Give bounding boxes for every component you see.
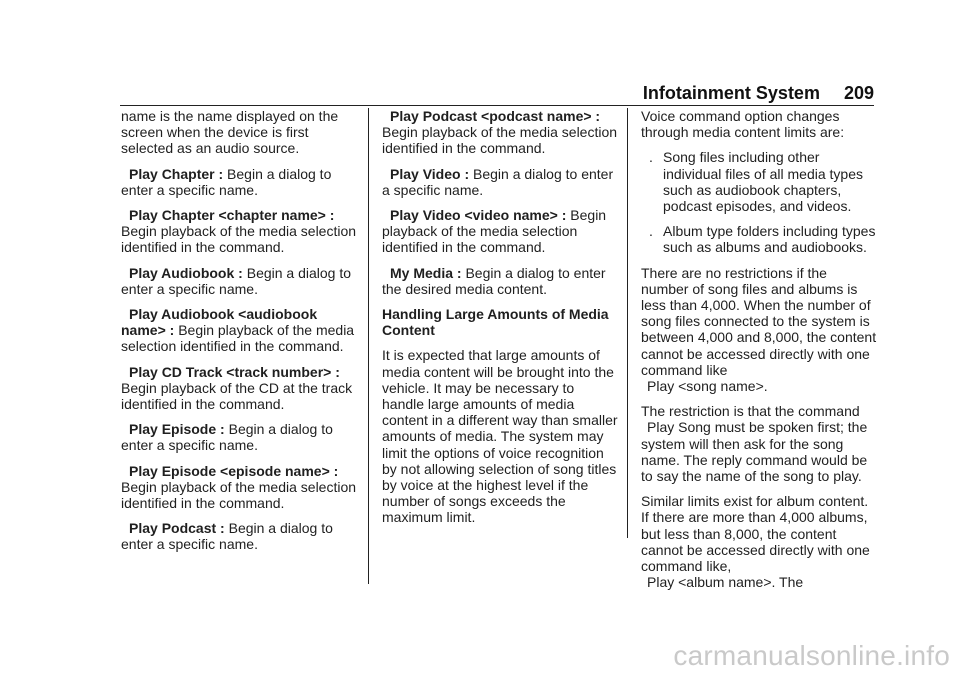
col2-command-list: [382, 108, 618, 297]
command-entry: [121, 265, 357, 297]
col2-body: It is expected that large amounts of media content will be brought into the vehicle. It may be necessary to handle large amounts of media content in a different way than smaller amounts of media. The system may limit the options of voice recognition by not allowing selection of song titles by voice at the highest level if the number of songs exceeds the maximum limit.: [382, 347, 618, 526]
bullet-text: Song files including other individual files of all media types such as audiobook chapters, podcast episodes, and videos.: [663, 149, 863, 215]
command-separator: :: [557, 207, 567, 224]
command-separator: :: [460, 165, 470, 182]
command-entry: [382, 265, 618, 297]
command-separator: :: [216, 421, 225, 438]
bullet-text: Album type folders including types such as albums and audiobooks.: [663, 223, 876, 256]
command-entry: [121, 207, 357, 256]
col3-intro: Voice command option changes through media content limits are:: [641, 108, 845, 141]
command-separator: :: [325, 207, 335, 224]
command-description: Begin a dialog to enter a specific name.: [121, 421, 333, 454]
column-divider-2: [627, 108, 628, 538]
header-rule: [120, 105, 874, 106]
col1-command-list: [121, 166, 357, 553]
command-separator: :: [453, 264, 462, 281]
command-name: Play Podcast <podcast name>: [390, 108, 592, 124]
bullet-item: [641, 223, 877, 255]
command-entry: [121, 306, 357, 355]
command-description: Begin playback of the media selection identified in the command.: [121, 478, 357, 512]
command-name: Play Audiobook <audiobook name>: [121, 306, 318, 339]
para3-command: Play <album name>.: [647, 574, 776, 591]
command-separator: :: [234, 264, 243, 281]
command-separator: :: [591, 108, 601, 124]
col3-para2: [641, 403, 877, 484]
section-heading: Handling Large Amounts of Media Content: [382, 306, 609, 339]
command-name: Play Chapter <chapter name>: [129, 207, 326, 224]
col3-para3: [641, 493, 877, 590]
col3-para1: [641, 265, 877, 395]
para3-text: Similar limits exist for album content. If there are more than 4,000 albums, but less than 8,000, the content cannot be accessed directly with one command like,: [641, 493, 870, 575]
command-description: Begin playback of the media selection identified in the command.: [382, 207, 607, 256]
para2-command: Play Song: [647, 419, 711, 436]
command-description: Begin playback of the CD at the track identified in the command.: [121, 379, 353, 413]
column-divider-1: [368, 108, 369, 584]
bullet-marker: .: [649, 149, 653, 166]
column-1: [121, 108, 357, 562]
command-entry: [121, 520, 357, 552]
bullet-list: [641, 149, 877, 255]
command-name: My Media: [390, 264, 454, 281]
command-name: Play Video <video name>: [390, 207, 558, 224]
col1-intro: name is the name displayed on the screen when the device is first selected as an audio source.: [121, 108, 339, 157]
command-separator: :: [331, 363, 340, 380]
para3-tail: The: [775, 574, 804, 591]
command-entry: [382, 108, 618, 157]
command-entry: [121, 421, 357, 453]
para1-text: There are no restrictions if the number of song files and albums is less than 4,000. When the number of song files connected to the system is between 4,000 and 8,000, the content cannot be accessed directly with one command like: [641, 264, 877, 378]
bullet-marker: .: [649, 223, 653, 240]
command-description: Begin a dialog to enter a specific name.: [121, 520, 333, 553]
command-description: Begin a dialog to enter the desired media content.: [382, 264, 606, 297]
command-name: Play Chapter: [129, 165, 215, 182]
page-number: 209: [843, 83, 874, 103]
command-description: Begin playback of the media selection identified in the command.: [121, 322, 355, 355]
command-name: Play Episode: [129, 421, 217, 438]
command-entry: [382, 166, 618, 198]
command-entry: [382, 207, 618, 256]
command-entry: [121, 166, 357, 198]
section-title: Infotainment System: [642, 83, 820, 103]
para2-text-start: The restriction is that the command: [641, 403, 860, 420]
command-name: Play Video: [390, 165, 461, 182]
command-entry: [121, 364, 357, 413]
command-name: Play Episode <episode name>: [129, 462, 330, 479]
column-2: [382, 108, 618, 535]
bullet-item: [641, 149, 877, 214]
command-description: Begin a dialog to enter a specific name.: [121, 165, 332, 198]
command-name: Play Podcast: [129, 520, 217, 537]
command-description: Begin playback of the media selection identified in the command.: [382, 124, 618, 157]
para1-command: Play <song name>.: [647, 378, 768, 395]
command-separator: :: [214, 165, 224, 182]
command-separator: :: [216, 520, 225, 537]
command-name: Play Audiobook: [129, 264, 235, 281]
column-3: [641, 108, 877, 599]
command-entry: [121, 463, 357, 512]
command-separator: :: [329, 462, 339, 479]
command-description: Begin a dialog to enter a specific name.: [121, 264, 352, 297]
para2-text-rest: must be spoken first; the system will then ask for the song name. The reply command would be to say the name of the song to play.: [641, 419, 868, 485]
command-name: Play CD Track <track number>: [129, 363, 332, 380]
command-description: Begin playback of the media selection identified in the command.: [121, 223, 357, 256]
command-separator: :: [165, 322, 175, 339]
watermark: carmanualsonline.info: [673, 640, 950, 671]
command-description: Begin a dialog to enter a specific name.: [382, 165, 614, 198]
page-header: [643, 83, 874, 104]
